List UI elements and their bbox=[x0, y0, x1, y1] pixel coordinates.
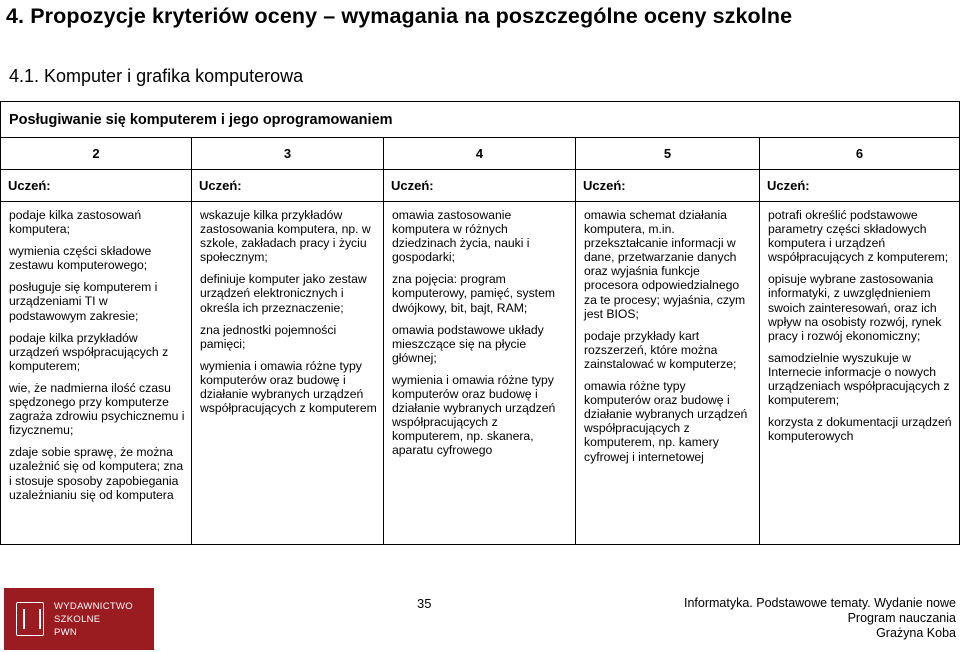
criterion-item: podaje przykłady kart rozszerzeń, które można zainstalować w komputerze; bbox=[584, 328, 737, 371]
criteria-cell bbox=[192, 202, 384, 545]
criteria-cell bbox=[760, 202, 960, 545]
publisher-mark-icon bbox=[16, 602, 44, 636]
criterion-item: definiuje komputer jako zestaw urządzeń elektronicznych i określa ich przeznaczenie; bbox=[200, 272, 367, 315]
student-label: Uczeń: bbox=[192, 170, 384, 202]
criterion-item: wskazuje kilka przykładów zastosowania komputera, np. w szkole, zakładach pracy i życiu społecznym; bbox=[200, 208, 371, 265]
criterion-item: omawia różne typy komputerów oraz budowę i działanie wybranych urządzeń współpracujących z komputerem, np. kamery cyfrowej i internetowej bbox=[584, 379, 748, 464]
criterion-item: zna pojęcia: program komputerowy, pamięć, system dwójkowy, bit, bajt, RAM; bbox=[392, 272, 556, 315]
publisher-logo bbox=[4, 588, 154, 650]
criterion-item: omawia podstawowe układy mieszczące się na płycie głównej; bbox=[392, 322, 544, 365]
criterion-item: wymienia i omawia różne typy komputerów oraz budowę i działanie wybranych urządzeń współpracujących z komputerem bbox=[200, 358, 377, 416]
criteria-cell bbox=[576, 202, 760, 545]
grade-header: 2 bbox=[1, 138, 192, 170]
page-heading: 4. Propozycje kryteriów oceny – wymagania na poszczególne oceny szkolne bbox=[6, 4, 793, 28]
student-label: Uczeń: bbox=[576, 170, 760, 202]
grade-header: 3 bbox=[192, 138, 384, 170]
criterion-item: wie, że nadmierna ilość czasu spędzonego przy komputerze zagraża zdrowiu psychicznemu i fizycznemu; bbox=[9, 380, 185, 438]
criterion-item: potrafi określić podstawowe parametry części składowych komputera i urządzeń współpracujących z komputerem; bbox=[768, 208, 949, 265]
criteria-cell bbox=[1, 202, 192, 545]
student-label: Uczeń: bbox=[384, 170, 576, 202]
grade-row bbox=[1, 138, 960, 170]
logo-line: SZKOLNE bbox=[54, 614, 101, 625]
criterion-item: posługuje się komputerem i urządzeniami TI w podstawowym zakresie; bbox=[9, 280, 158, 323]
logo-line: WYDAWNICTWO bbox=[54, 601, 133, 612]
logo-line: PWN bbox=[54, 627, 78, 638]
grade-header: 6 bbox=[760, 138, 960, 170]
page-number: 35 bbox=[417, 596, 432, 611]
book-author: Grażyna Koba bbox=[876, 626, 956, 640]
criterion-item: podaje kilka przykładów urządzeń współpracujących z komputerem; bbox=[9, 330, 169, 373]
student-label: Uczeń: bbox=[760, 170, 960, 202]
student-label: Uczeń: bbox=[1, 170, 192, 202]
criterion-item: omawia schemat działania komputera, m.in. przekształcanie informacji w dane, przetwarzanie danych oraz wyjaśnia funkcje procesora odpowiedzialnego za te procesy; wyjaśnia, czym jest BIOS; bbox=[584, 208, 746, 321]
criterion-item: opisuje wybrane zastosowania informatyki, z uwzględnieniem swoich zainteresowań, oraz ich wpływ na osobisty rozwój, rynek pracy i rozwój ekonomiczny; bbox=[768, 272, 942, 343]
grade-header: 5 bbox=[576, 138, 760, 170]
student-row bbox=[1, 170, 960, 202]
criterion-item: wymienia i omawia różne typy komputerów oraz budowę i działanie wybranych urządzeń współpracujących z komputerem, np. skanera, aparatu cyfrowego bbox=[392, 372, 556, 458]
criterion-item: omawia zastosowanie komputera w różnych dziedzinach życia, nauki i gospodarki; bbox=[392, 208, 530, 265]
criterion-item: podaje kilka zastosowań komputera; bbox=[9, 208, 142, 237]
requirements-table bbox=[0, 101, 960, 545]
criterion-item: korzysta z dokumentacji urządzeń komputerowych bbox=[768, 415, 952, 444]
criteria-row bbox=[1, 202, 960, 545]
criterion-item: zdaje sobie sprawę, że można uzależnić się od komputera; zna i stosuje sposoby zapobiegania uzależnianiu się od komputera bbox=[9, 445, 184, 502]
book-title: Informatyka. Podstawowe tematy. Wydanie nowe bbox=[683, 596, 956, 610]
criterion-item: samodzielnie wyszukuje w Internecie informacje o nowych urządzeniach współpracujących z komputerem; bbox=[768, 350, 950, 408]
criterion-item: wymienia części składowe zestawu komputerowego; bbox=[9, 244, 152, 273]
section-heading: 4.1. Komputer i grafika komputerowa bbox=[9, 66, 304, 86]
criterion-item: zna jednostki pojemności pamięci; bbox=[200, 322, 337, 351]
grade-header: 4 bbox=[384, 138, 576, 170]
table-title: Posługiwanie się komputerem i jego oprogramowaniem bbox=[1, 102, 960, 138]
book-subtitle: Program nauczania bbox=[847, 611, 956, 625]
page-footer bbox=[0, 588, 960, 652]
criteria-cell bbox=[384, 202, 576, 545]
